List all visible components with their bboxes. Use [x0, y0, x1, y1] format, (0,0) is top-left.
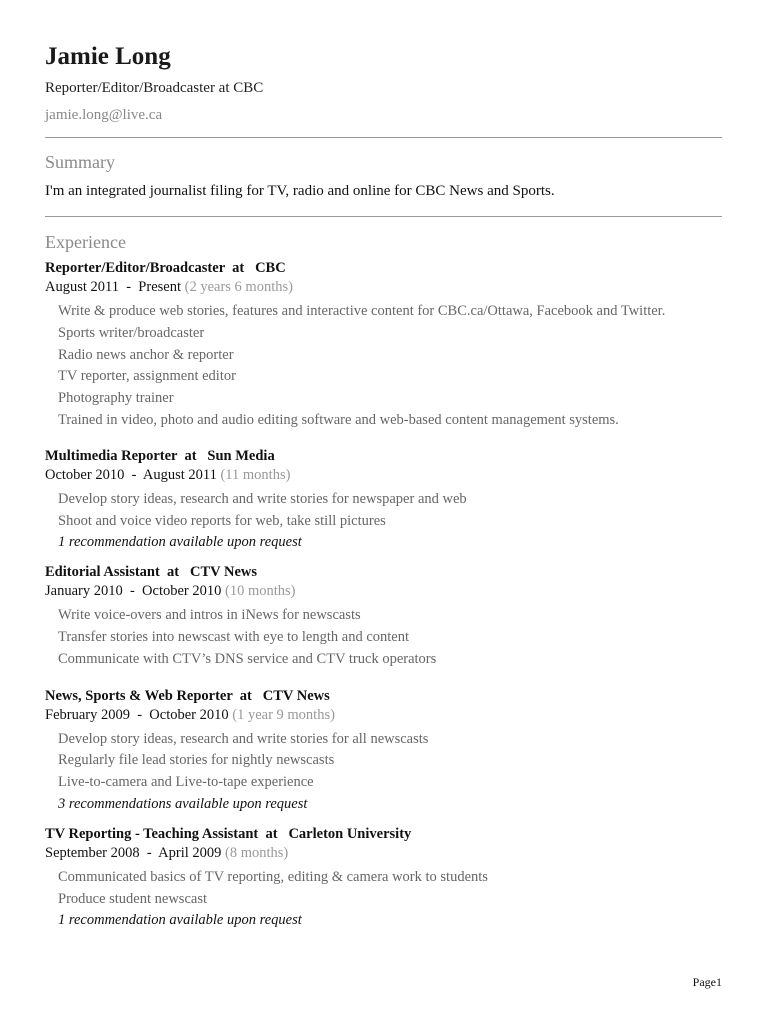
job-item: Sports writer/broadcaster	[58, 324, 205, 341]
job-dates	[45, 466, 722, 484]
job-item: Radio news anchor & reporter	[58, 346, 234, 363]
job-heading: News, Sports & Web Reporter at CTV News	[45, 687, 330, 704]
job-item: Write & produce web stories, features and interactive content for CBC.ca/Ottawa, Facebook and Twitter.	[58, 303, 666, 319]
summary-section-title: Summary	[45, 152, 115, 172]
job-entry	[45, 259, 722, 432]
job-duration: (1 year 9 months)	[232, 706, 335, 723]
job-date-range: August 2011 - Present	[45, 279, 181, 295]
job-item: Live-to-camera and Live-to-tape experience	[58, 774, 314, 791]
recommendation-note: 1 recommendation available upon request	[58, 912, 302, 929]
job-heading: TV Reporting - Teaching Assistant at Carleton University	[45, 825, 412, 842]
experience-section-title: Experience	[45, 232, 126, 252]
job-item: Develop story ideas, research and write stories for all newscasts	[58, 730, 429, 747]
job-item-list	[58, 605, 722, 670]
job-entry	[45, 563, 722, 670]
job-item: Write voice-overs and intros in iNews for newscasts	[58, 607, 361, 624]
job-entry	[45, 447, 722, 554]
job-dates	[45, 278, 722, 296]
job-duration: (8 months)	[225, 844, 289, 861]
job-dates	[45, 844, 722, 862]
job-item: Photography trainer	[58, 390, 174, 407]
job-item-list	[58, 489, 722, 554]
section-divider	[45, 216, 722, 217]
job-date-range: January 2010 - October 2010	[45, 583, 222, 600]
job-date-range: September 2008 - April 2009	[45, 844, 222, 861]
job-item: Transfer stories into newscast with eye to length and content	[58, 628, 410, 645]
job-item: Communicated basics of TV reporting, editing & camera work to students	[58, 868, 488, 885]
summary-text: I'm an integrated journalist filing for TV, radio and online for CBC News and Sports.	[45, 183, 555, 199]
job-duration: (11 months)	[220, 466, 291, 483]
section-divider	[45, 137, 722, 138]
job-item: Trained in video, photo and audio editing software and web-based content management systems.	[58, 411, 619, 428]
job-item: Produce student newscast	[58, 890, 207, 907]
resume-page	[45, 42, 722, 932]
job-heading: Reporter/Editor/Broadcaster at CBC	[45, 260, 286, 276]
page-number: Page1	[692, 975, 722, 989]
job-item: Regularly file lead stories for nightly newscasts	[58, 752, 335, 769]
candidate-name: Jamie Long	[45, 43, 171, 70]
recommendation-note: 1 recommendation available upon request	[58, 534, 302, 551]
job-entry	[45, 825, 722, 932]
job-date-range: February 2009 - October 2010	[45, 706, 229, 723]
job-item-list	[58, 301, 722, 432]
job-item: Communicate with CTV’s DNS service and CTV truck operators	[58, 650, 437, 667]
job-item: Shoot and voice video reports for web, take still pictures	[58, 512, 386, 529]
job-duration: (2 years 6 months)	[184, 279, 293, 295]
job-item-list	[58, 729, 722, 816]
job-dates	[45, 582, 722, 600]
candidate-email[interactable]: jamie.long@live.ca	[45, 107, 163, 123]
job-dates	[45, 706, 722, 724]
recommendation-note: 3 recommendations available upon request	[58, 795, 308, 812]
job-heading: Multimedia Reporter at Sun Media	[45, 447, 275, 464]
job-item-list	[58, 867, 722, 932]
job-duration: (10 months)	[225, 583, 296, 600]
job-item: TV reporter, assignment editor	[58, 368, 236, 385]
job-item: Develop story ideas, research and write stories for newspaper and web	[58, 490, 467, 507]
candidate-headline: Reporter/Editor/Broadcaster at CBC	[45, 80, 264, 96]
job-heading: Editorial Assistant at CTV News	[45, 564, 258, 581]
job-date-range: October 2010 - August 2011	[45, 466, 217, 483]
job-entry	[45, 687, 722, 816]
